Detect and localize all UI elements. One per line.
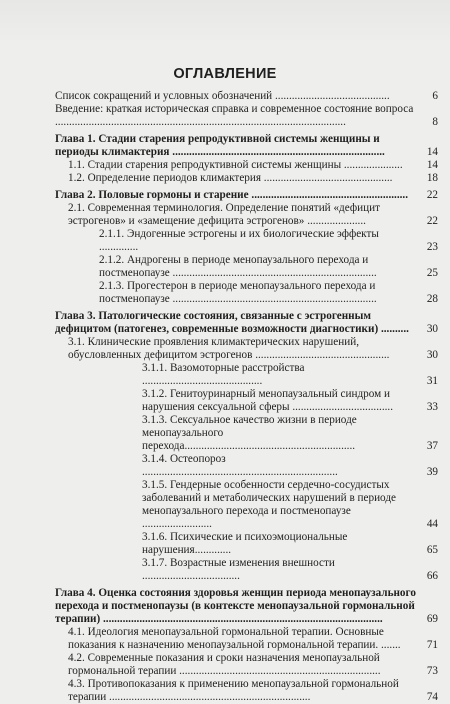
toc-page-number: 14 [426, 159, 438, 171]
toc-entry-title: 3.1.3. Сексуальное качество жизни в периоде менопаузального перехода............................................................. [142, 414, 357, 452]
toc-entry-title: Глава 2. Половые гормоны и старение ........................................................ [55, 189, 409, 201]
toc-page-number: 65 [426, 544, 438, 556]
toc-entry-title: Глава 4. Оценка состояния здоровья женщин периода менопаузального перехода и постменопаузы (в контексте менопаузальной гормональной терапии) .................................................................................................... [55, 587, 416, 625]
toc-entry [68, 626, 438, 652]
toc-page-number: 14 [426, 146, 438, 158]
toc-entry [55, 103, 438, 129]
toc-entry-title: 1.1. Стадии старения репродуктивной системы женщины ..................... [68, 159, 403, 171]
toc-page-number: 8 [432, 116, 438, 128]
toc-entry [142, 414, 438, 453]
toc-entry [99, 254, 438, 280]
toc-entry [68, 336, 438, 362]
toc-page-number: 25 [426, 267, 438, 279]
toc-page-number: 28 [426, 293, 438, 305]
toc-page-number: 22 [426, 189, 438, 201]
toc-entry-title: Глава 1. Стадии старения репродуктивной системы женщины и периоды климактерия ............................................................................ [55, 133, 385, 158]
toc-page-number: 6 [432, 90, 438, 102]
toc-entry [68, 678, 438, 704]
toc-page-number: 37 [426, 440, 438, 452]
toc-entry-title: 3.1. Клинические проявления климактерических нарушений, обусловленных дефицитом эстрогенов ................................................ [68, 336, 390, 361]
toc-entry-title: 4.2. Современные показания и сроки назначения менопаузальной гормональной терапии ........................................................................ [68, 652, 381, 677]
toc-entry [99, 280, 438, 306]
toc-entry-title: 3.1.7. Возрастные изменения внешности ................................... [142, 557, 335, 582]
toc-entry [142, 388, 438, 414]
toc-chapter [55, 189, 438, 202]
toc-page-number: 30 [426, 323, 438, 335]
toc-entry [99, 228, 438, 254]
toc-page-number: 74 [426, 691, 438, 703]
toc-entry [68, 202, 438, 228]
toc-entry [68, 159, 438, 172]
toc-entry-title: 4.1. Идеология менопаузальной гормональной терапии. Основные показания к назначению менопаузальной гормональной терапии. ....... [68, 626, 401, 651]
toc-page-number: 39 [426, 466, 438, 478]
toc-page-number: 18 [426, 172, 438, 184]
toc-entry [142, 531, 438, 557]
toc-entry-title: 2.1.2. Андрогены в периоде менопаузального перехода и постменопаузе ......................................................................... [99, 254, 377, 279]
toc-chapter [55, 587, 438, 626]
toc-entry-title: Глава 3. Патологические состояния, связанные с эстрогенным дефицитом (патогенез, современные возможности диагностики) .......... [55, 310, 409, 335]
toc-chapter [55, 310, 438, 336]
table-of-contents [55, 90, 438, 704]
toc-entry [55, 90, 438, 103]
toc-entry-title: 3.1.1. Вазомоторные расстройства ........................................... [142, 362, 305, 387]
toc-entry-title: Введение: краткая историческая справка и современное состояние вопроса ........................................................................................................ [55, 103, 414, 128]
toc-entry [142, 362, 438, 388]
toc-entry-title: 3.1.6. Психические и психоэмоциональные нарушения............. [142, 531, 348, 556]
toc-entry [68, 652, 438, 678]
toc-entry-title: 3.1.5. Гендерные особенности сердечно-сосудистых заболеваний и метаболических нарушений в периоде менопаузального перехода и постменопаузе ......................... [142, 479, 396, 530]
toc-page-number: 30 [426, 349, 438, 361]
toc-page-number: 23 [426, 241, 438, 253]
toc-entry [142, 453, 438, 479]
toc-entry [142, 557, 438, 583]
toc-entry-title: 4.3. Противопоказания к применению менопаузальной гормональной терапии ........................................................................ [68, 678, 399, 703]
toc-page-number: 73 [426, 665, 438, 677]
toc-page-number: 22 [426, 215, 438, 227]
toc-page-number: 69 [426, 613, 438, 625]
toc-entry-title: Список сокращений и условных обозначений ......................................... [55, 90, 390, 102]
toc-entry [68, 172, 438, 185]
toc-page-number: 33 [426, 401, 438, 413]
previous-page-bleed [0, 0, 450, 44]
toc-entry-title: 2.1.1. Эндогенные эстрогены и их биологические эффекты .............. [99, 228, 379, 253]
toc-entry [142, 479, 438, 531]
toc-entry-title: 3.1.4. Остеопороз ...................................................................... [142, 453, 338, 478]
toc-page-number: 66 [426, 570, 438, 582]
toc-entry-title: 2.1. Современная терминология. Определение понятий «дефицит эстрогенов» и «замещение дефицита эстрогенов» ..................... [68, 202, 380, 227]
toc-entry-title: 2.1.3. Прогестерон в периоде менопаузального перехода и постменопаузе ......................................................................... [99, 280, 377, 305]
toc-entry-title: 3.1.2. Генитоуринарный менопаузальный синдром и нарушения сексуальной сферы .................................... [142, 388, 394, 413]
toc-chapter [55, 133, 438, 159]
toc-page-number: 71 [426, 639, 438, 651]
page-title: ОГЛАВЛЕНИЕ [173, 66, 277, 82]
toc-entry-title: 1.2. Определение периодов климактерия .............................................. [68, 172, 393, 184]
toc-page-number: 44 [426, 518, 438, 530]
toc-page-number: 31 [426, 375, 438, 387]
